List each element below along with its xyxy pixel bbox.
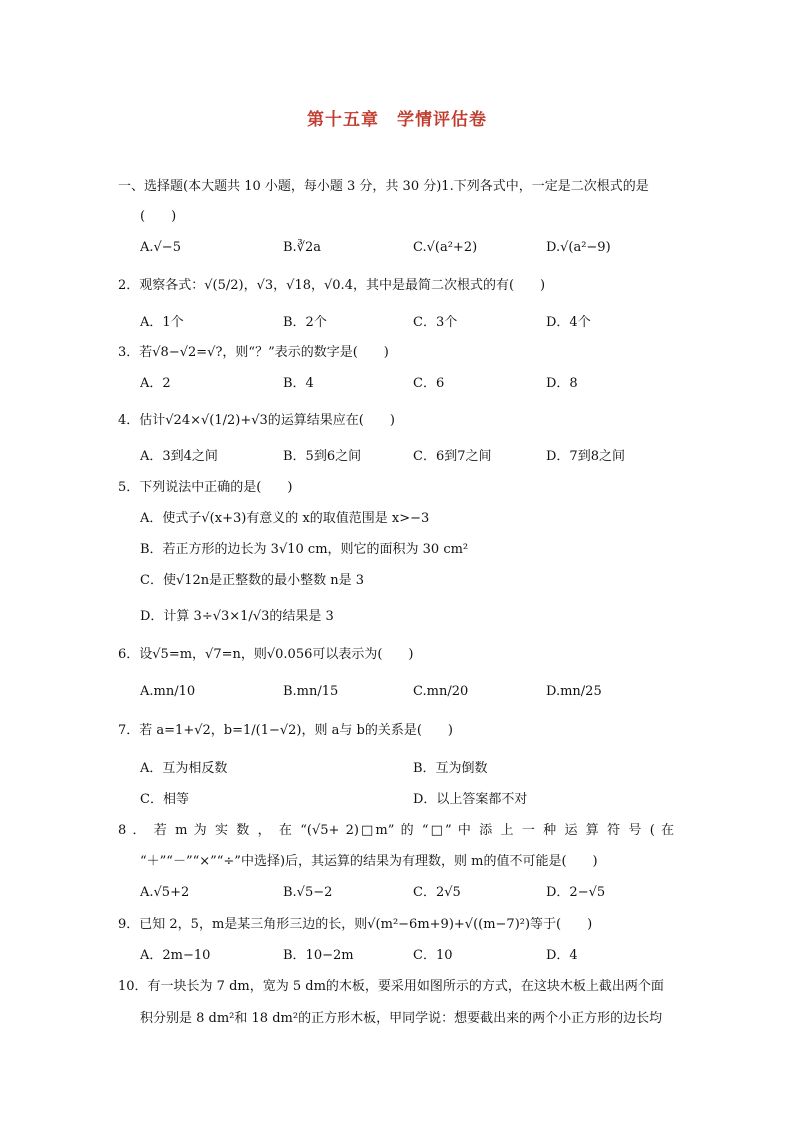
q9-option-a: A．2m−10 <box>140 948 211 963</box>
q3-option-d: D．8 <box>546 376 578 391</box>
q7-stem: 7．若 a=1+√2，b=1/(1−√2)，则 a与 b的关系是( ) <box>118 723 453 738</box>
q8-option-b: B.√5−2 <box>283 885 333 900</box>
q1-option-c: C.√(a²+2) <box>413 240 478 255</box>
q5-stem: 5．下列说法中正确的是( ) <box>118 480 293 495</box>
q1-option-d: D.√(a²−9) <box>546 240 611 255</box>
q10-stem-line1: 10．有一块长为 7 dm，宽为 5 dm的木板，要采用如图所示的方式，在这块木板上截出两个面 <box>118 979 664 994</box>
q8-option-a: A.√5+2 <box>140 885 190 900</box>
q8-option-c: C．2√5 <box>413 885 461 900</box>
q6-option-a: A.mn/10 <box>140 684 196 699</box>
section-heading-q1: 一、选择题(本大题共 10 小题，每小题 3 分，共 30 分)1.下列各式中，一定是二次根式的是 <box>118 179 649 194</box>
q7-option-c: C．相等 <box>140 792 189 807</box>
q9-option-d: D．4 <box>546 948 578 963</box>
q6-stem: 6．设√5=m，√7=n，则√0.056可以表示为( ) <box>118 647 414 662</box>
q3-option-c: C．6 <box>413 376 445 391</box>
q2-option-c: C．3个 <box>413 315 458 330</box>
q4-option-b: B．5到6之间 <box>283 449 362 464</box>
q5-option-d: D．计算 3÷√3×1/√3的结果是 3 <box>140 609 334 624</box>
q6-option-c: C.mn/20 <box>413 684 469 699</box>
q1-answer-paren: ( ) <box>140 209 177 224</box>
q1-option-a: A.√−5 <box>140 240 181 255</box>
q9-stem: 9．已知 2，5，m是某三角形三边的长，则√(m²−6m+9)+√((m−7)²)等于( ) <box>118 917 593 932</box>
q8-option-d: D．2−√5 <box>546 885 606 900</box>
q2-stem: 2．观察各式：√(5/2)，√3，√18，√0.4，其中是最简二次根式的有( ) <box>118 278 546 293</box>
q4-stem: 4．估计√24×√(1/2)+√3的运算结果应在( ) <box>118 413 395 428</box>
q8-stem-line2: “＋”“－”“×”“÷”中选择)后，其运算的结果为有理数，则 m的值不可能是( ) <box>140 854 598 869</box>
q4-option-c: C．6到7之间 <box>413 449 492 464</box>
q8-stem-line1: 8 ． 若 m 为 实 数 ， 在 “(√5+ 2)□m” 的 “□” 中 添 上 一 种 运 算 符 号 ( 在 <box>118 823 674 838</box>
q5-option-c: C．使√12n是正整数的最小整数 n是 3 <box>140 573 365 588</box>
q6-option-b: B.mn/15 <box>283 684 339 699</box>
q3-stem: 3．若√8−√2=√?，则“？”表示的数字是( ) <box>118 345 389 360</box>
q5-option-a: A．使式子√(x+3)有意义的 x的取值范围是 x>−3 <box>140 511 430 526</box>
q7-option-b: B．互为倒数 <box>413 761 488 776</box>
q9-option-b: B．10−2m <box>283 948 354 963</box>
q4-option-d: D．7到8之间 <box>546 449 625 464</box>
q7-option-d: D．以上答案都不对 <box>413 792 528 807</box>
q3-option-a: A．2 <box>140 376 171 391</box>
q3-option-b: B．4 <box>283 376 314 391</box>
q9-option-c: C．10 <box>413 948 453 963</box>
q2-option-b: B．2个 <box>283 315 327 330</box>
q5-option-b: B．若正方形的边长为 3√10 cm，则它的面积为 30 cm² <box>140 542 469 557</box>
q1-option-b: B.∛2a <box>283 240 321 255</box>
q10-stem-line2: 积分别是 8 dm²和 18 dm²的正方形木板，甲同学说：想要截出来的两个小正方形的边长均 <box>140 1011 663 1026</box>
page-title: 第十五章 学情评估卷 <box>307 110 487 130</box>
q2-option-d: D．4个 <box>546 315 591 330</box>
q4-option-a: A．3到4之间 <box>140 449 218 464</box>
q7-option-a: A．互为相反数 <box>140 761 228 776</box>
q2-option-a: A．1个 <box>140 315 184 330</box>
q6-option-d: D.mn/25 <box>546 684 602 699</box>
